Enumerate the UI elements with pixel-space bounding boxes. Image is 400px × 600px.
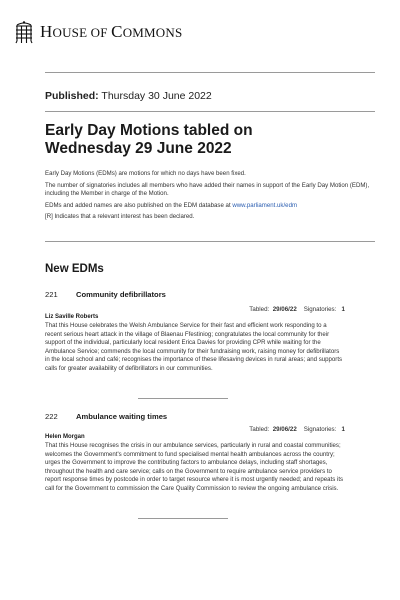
edm-signatories-count: 1 [341, 426, 345, 433]
edm-item [45, 412, 375, 494]
edm-divider [138, 518, 228, 519]
edm-sponsor: Liz Saville Roberts [45, 314, 99, 320]
section-heading: New EDMs [45, 263, 104, 275]
published-divider [45, 111, 375, 112]
edm-title: Community defibrillators [76, 290, 166, 299]
edm-item [45, 290, 375, 374]
intro-paragraph: The number of signatories includes all members who have added their names in support of the Early Day Motion (EDM), including the Member in charge of the Motion. [45, 181, 370, 197]
page-title: Early Day Motions tabled on Wednesday 29 June 2022 [45, 122, 253, 157]
edm-body: That this House recognises the crisis in our ambulance services, particularly in rural and coastal communities; welcomes the Government's commitment to fund specialised mental health ambulances across the country; urges the Government to improve the contributing factors to ambulance delays, including staff shortages, throughout the health and care service; calls on the Government to require ambulance service providers to report response times by postcode in order to target resource where it is most urgently needed; and repeats its call for the Government to commission the Care Quality Commission to review the ongoing ambulance crisis. [45, 442, 344, 492]
edm-tabled-date: 29/06/22 [272, 306, 297, 313]
intro-notes [45, 170, 375, 225]
logo-wordmark: HOUSE OF COMMONS [40, 22, 183, 41]
house-of-commons-logo [14, 20, 182, 44]
portcullis-icon [14, 20, 34, 44]
edm-signatories-count: 1 [341, 306, 345, 313]
edm-divider [138, 398, 228, 399]
edm-heading [45, 412, 375, 422]
published-date: Thursday 30 June 2022 [101, 90, 212, 102]
intro-paragraph: EDMs and added names are also published on the EDM database at www.parliament.uk/edm [45, 201, 298, 209]
edm-meta: Tabled: 29/06/22 Signatories: 1 [249, 426, 345, 433]
edm-title: Ambulance waiting times [76, 412, 168, 421]
edm-meta: Tabled: 29/06/22 Signatories: 1 [249, 306, 345, 313]
edm-sponsor: Helen Morgan [45, 434, 85, 440]
edm-number: 221 [45, 290, 58, 299]
intro-divider [45, 241, 375, 242]
intro-paragraph: [R] Indicates that a relevant interest has been declared. [45, 213, 195, 221]
edm-database-link[interactable]: www.parliament.uk/edm [232, 201, 298, 209]
published-line [45, 90, 212, 102]
edm-body: That this House celebrates the Welsh Ambulance Service for their fast and efficient work responding to a recent serious heart attack in the village of Blaenau Ffestiniog; congratulates the local community for their support of the individual, particularly local resident Erica Davies for providing CPR while waiting for the Ambulance Service; commends the local community for their fundraising work, raising money for defibrillators in the local school and café; recognises the importance of these lifesaving devices in rural areas; and supports calls for greater availability of defibrillators in our communities. [45, 322, 343, 372]
published-label: Published: [45, 90, 99, 102]
edm-tabled-date: 29/06/22 [272, 426, 297, 433]
edm-number: 222 [45, 412, 58, 421]
intro-paragraph: Early Day Motions (EDMs) are motions for which no days have been fixed. [45, 170, 246, 177]
edm-heading [45, 290, 375, 300]
header-divider [45, 72, 375, 73]
